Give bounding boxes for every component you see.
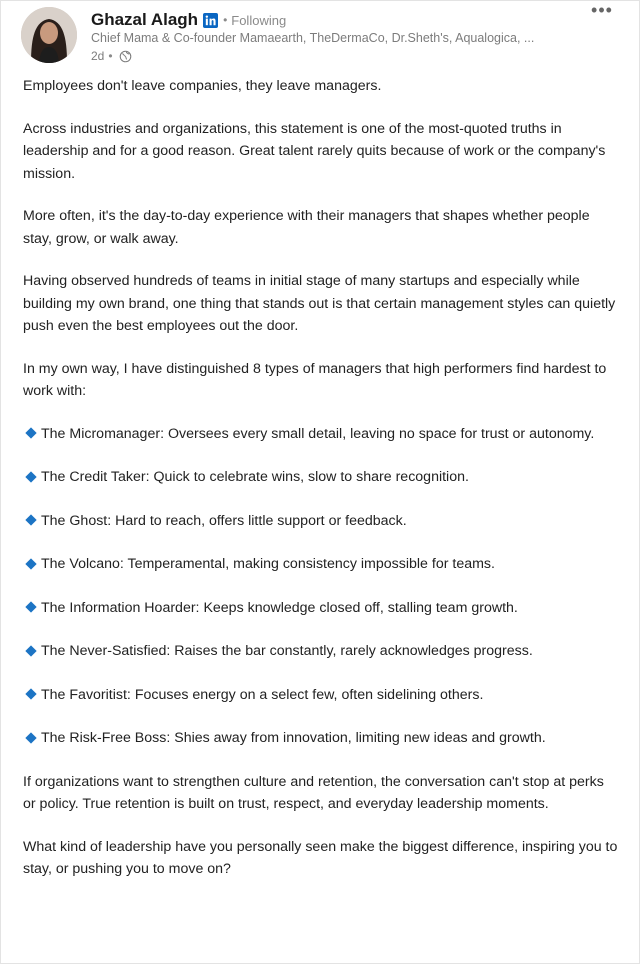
list-item	[23, 423, 619, 446]
separator-dot: •	[108, 49, 113, 63]
more-options-icon[interactable]: •••	[591, 0, 613, 20]
list-item	[23, 553, 619, 576]
blue-diamond-icon	[25, 515, 36, 526]
post-paragraph: Employees don't leave companies, they leave managers.	[23, 78, 382, 94]
author-name[interactable]: Ghazal Alagh	[91, 10, 199, 29]
linkedin-badge-icon	[203, 13, 218, 28]
blue-diamond-icon	[25, 689, 36, 700]
list-item-text: The Micromanager: Oversees every small detail, leaving no space for trust or autonomy.	[41, 425, 595, 442]
blue-diamond-icon	[25, 471, 36, 482]
post-paragraph: Across industries and organizations, this statement is one of the most-quoted truths in leadership and for a good reason. Great talent rarely quits because of work or the company's mission.	[23, 120, 606, 182]
list-item	[23, 466, 619, 489]
post-paragraph: In my own way, I have distinguished 8 types of managers that high performers find hardest to work with:	[23, 360, 607, 399]
post-paragraph: More often, it's the day-to-day experience with their managers that shapes whether people stay, grow, or walk away.	[23, 208, 590, 247]
blue-diamond-icon	[25, 732, 36, 743]
post-paragraph: If organizations want to strengthen culture and retention, the conversation can't stop at perks or policy. True retention is built on trust, respect, and everyday leadership moments.	[23, 773, 604, 812]
blue-diamond-icon	[25, 428, 36, 439]
blue-diamond-icon	[25, 645, 36, 656]
avatar[interactable]	[21, 7, 77, 63]
post-header	[21, 0, 621, 67]
list-item-text: The Credit Taker: Quick to celebrate wins, slow to share recognition.	[41, 469, 469, 485]
separator-dot: •	[223, 13, 228, 27]
list-item-text: The Volcano: Temperamental, making consistency impossible for teams.	[41, 556, 495, 572]
list-item	[23, 684, 619, 707]
list-item-text: The Information Hoarder: Keeps knowledge closed off, stalling team growth.	[41, 599, 518, 616]
author-headline: Chief Mama & Co-founder Mamaearth, TheDermaCo, Dr.Sheth's, Aqualogica, ...	[91, 31, 535, 45]
list-item-text: The Never-Satisfied: Raises the bar constantly, rarely acknowledges progress.	[41, 643, 533, 659]
globe-icon	[119, 50, 132, 63]
post-paragraph: What kind of leadership have you personally seen make the biggest difference, inspiring you to stay, or pushing you to move on?	[23, 838, 618, 877]
post-body	[23, 75, 619, 901]
post-meta	[91, 49, 132, 63]
list-item-text: The Risk-Free Boss: Shies away from innovation, limiting new ideas and growth.	[41, 730, 546, 746]
list-item	[23, 640, 619, 663]
list-item-text: The Ghost: Hard to reach, offers little support or feedback.	[41, 512, 407, 529]
post-paragraph: Having observed hundreds of teams in initial stage of many startups and especially while building my own brand, one thing that stands out is that certain management styles can quietly push even the best employees out the door.	[23, 273, 616, 334]
list-item	[23, 597, 619, 620]
list-item	[23, 727, 619, 750]
following-status[interactable]: Following	[231, 12, 287, 28]
blue-diamond-icon	[25, 558, 36, 569]
list-item-text: The Favoritist: Focuses energy on a select few, often sidelining others.	[41, 686, 484, 703]
post-time: 2d	[91, 49, 105, 63]
blue-diamond-icon	[25, 602, 36, 613]
list-item	[23, 510, 619, 533]
